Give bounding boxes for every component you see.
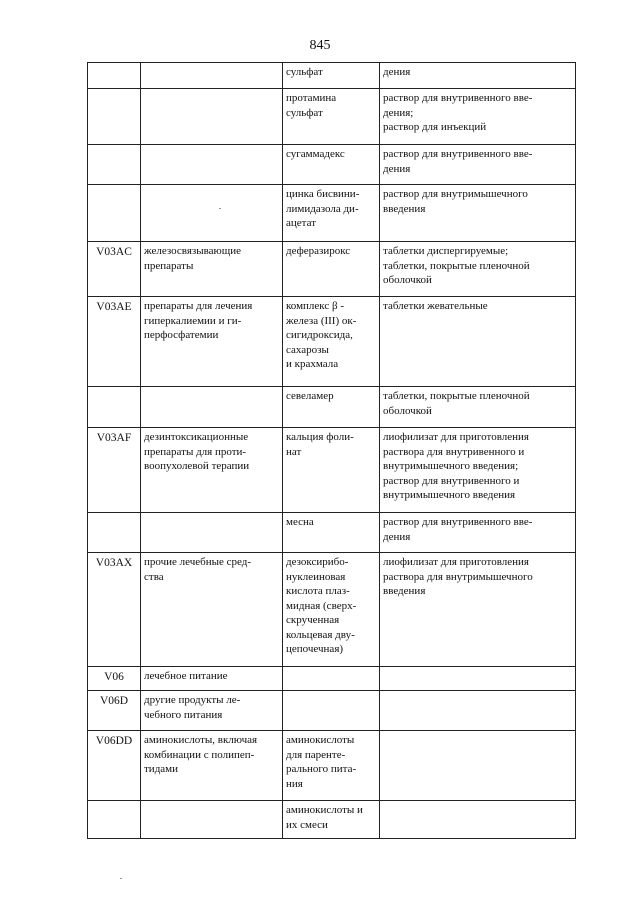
atc-code-cell	[88, 801, 141, 839]
atc-code-cell	[88, 145, 141, 185]
atc-code-cell: V03AF	[88, 428, 141, 513]
dosage-form-cell	[380, 801, 576, 839]
table-row	[88, 63, 576, 89]
substance-cell: дезоксирибо- нуклеиновая кислота плаз- мидная (сверх- скрученная кольцевая дву- цепочечная)	[283, 553, 380, 667]
substance-cell: аминокислоты и их смеси	[283, 801, 380, 839]
atc-code-cell	[88, 387, 141, 428]
substance-cell	[283, 691, 380, 731]
atc-code-cell	[88, 513, 141, 553]
table-row	[88, 667, 576, 691]
group-cell: железосвязывающие препараты	[141, 242, 283, 297]
scan-speck	[219, 208, 221, 209]
page-number: 845	[309, 38, 331, 53]
substance-cell: протамина сульфат	[283, 89, 380, 145]
atc-code-cell: V06DD	[88, 731, 141, 801]
dosage-form-cell	[380, 691, 576, 731]
table-row	[88, 801, 576, 839]
group-cell: препараты для лечения гиперкалиемии и ги- перфосфатемии	[141, 297, 283, 387]
table-row	[88, 145, 576, 185]
atc-code-cell: V03AE	[88, 297, 141, 387]
dosage-form-cell	[380, 667, 576, 691]
dosage-form-cell: раствор для внутривенного вве- дения	[380, 513, 576, 553]
substance-cell: комплекс β - железа (III) ок- сигидроксида, сахарозы и крахмала	[283, 297, 380, 387]
dosage-form-cell: лиофилизат для приготовления раствора для внутримышечного введения	[380, 553, 576, 667]
substance-cell: аминокислоты для паренте- рального пита- ния	[283, 731, 380, 801]
substance-cell: севеламер	[283, 387, 380, 428]
substance-cell: сульфат	[283, 63, 380, 89]
atc-code-cell	[88, 63, 141, 89]
group-cell: дезинтоксикационные препараты для проти- воопухолевой терапии	[141, 428, 283, 513]
atc-code-cell: V06D	[88, 691, 141, 731]
group-cell	[141, 89, 283, 145]
group-cell	[141, 513, 283, 553]
table-row	[88, 242, 576, 297]
group-cell	[141, 63, 283, 89]
scan-speck	[120, 878, 122, 879]
atc-code-cell: V06	[88, 667, 141, 691]
group-cell	[141, 185, 283, 242]
dosage-form-cell: таблетки, покрытые пленочной оболочкой	[380, 387, 576, 428]
group-cell	[141, 801, 283, 839]
group-cell: аминокислоты, включая комбинации с полипеп- тидами	[141, 731, 283, 801]
substance-cell: кальция фоли- нат	[283, 428, 380, 513]
atc-code-cell	[88, 185, 141, 242]
table-row	[88, 553, 576, 667]
table-row	[88, 428, 576, 513]
substance-cell: сугаммадекс	[283, 145, 380, 185]
table-row	[88, 691, 576, 731]
substance-cell: цинка бисвини- лимидазола ди- ацетат	[283, 185, 380, 242]
table-row	[88, 387, 576, 428]
dosage-form-cell: раствор для внутривенного вве- дения	[380, 145, 576, 185]
dosage-form-cell: таблетки диспергируемые; таблетки, покрытые пленочной оболочкой	[380, 242, 576, 297]
group-cell: прочие лечебные сред- ства	[141, 553, 283, 667]
substance-cell: месна	[283, 513, 380, 553]
substance-cell: деферазирокс	[283, 242, 380, 297]
table-row	[88, 731, 576, 801]
substance-cell	[283, 667, 380, 691]
atc-code-cell	[88, 89, 141, 145]
group-cell	[141, 387, 283, 428]
dosage-form-cell: лиофилизат для приготовления раствора для внутривенного и внутримышечного введения; раствор для внутривенного и внутримышечного введения	[380, 428, 576, 513]
group-cell: лечебное питание	[141, 667, 283, 691]
table-row	[88, 185, 576, 242]
dosage-form-cell: дения	[380, 63, 576, 89]
group-cell	[141, 145, 283, 185]
atc-code-cell: V03AC	[88, 242, 141, 297]
dosage-form-cell	[380, 731, 576, 801]
medicines-table	[87, 62, 576, 839]
dosage-form-cell: таблетки жевательные	[380, 297, 576, 387]
dosage-form-cell: раствор для внутривенного вве- дения; раствор для инъекций	[380, 89, 576, 145]
atc-code-cell: V03AX	[88, 553, 141, 667]
dosage-form-cell: раствор для внутримышечного введения	[380, 185, 576, 242]
group-cell: другие продукты ле- чебного питания	[141, 691, 283, 731]
table-row	[88, 89, 576, 145]
table-row	[88, 297, 576, 387]
table-row	[88, 513, 576, 553]
